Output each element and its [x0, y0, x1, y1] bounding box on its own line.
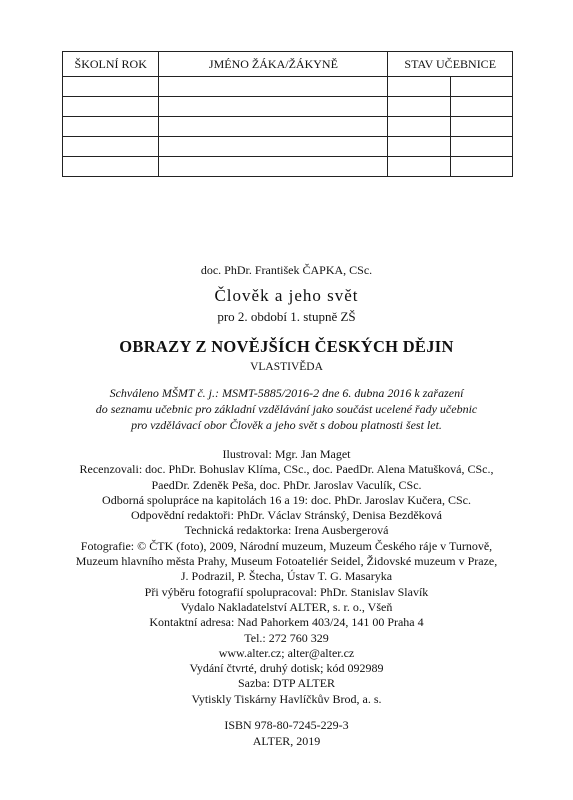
table-cell	[388, 77, 450, 97]
header-student-name: JMÉNO ŽÁKA/ŽÁKYNĚ	[159, 52, 388, 77]
table-cell	[63, 97, 159, 117]
approval-line: pro vzdělávací obor Člověk a jeho svět s dobou platnosti šest let.	[131, 418, 442, 432]
approval-line: Schváleno MŠMT č. j.: MSMT-5885/2016-2 dne 6. dubna 2016 k zařazení	[109, 386, 464, 400]
credit-line: Odpovědní redaktoři: PhDr. Václav Stránský, Denisa Bezděková	[130, 508, 443, 523]
table-cell	[388, 117, 450, 137]
approval-statement	[0, 385, 573, 433]
credit-line: Muzeum hlavního města Prahy, Museum Fotoateliér Seidel, Židovské muzeum v Praze,	[75, 554, 498, 569]
table-row	[63, 97, 513, 117]
table-cell	[159, 157, 388, 177]
credit-line: Recenzovali: doc. PhDr. Bohuslav Klíma, CSc., doc. PaedDr. Alena Matušková, CSc.,	[79, 462, 494, 477]
table-row	[63, 117, 513, 137]
table-row	[63, 137, 513, 157]
table-cell	[159, 97, 388, 117]
credit-line: Kontaktní adresa: Nad Pahorkem 403/24, 141 00 Praha 4	[149, 615, 424, 630]
credit-line: Vydalo Nakladatelství ALTER, s. r. o., Všeň	[180, 599, 393, 614]
credit-line: Fotografie: © ČTK (foto), 2009, Národní muzeum, Muzeum Českého ráje v Turnově,	[80, 538, 493, 553]
subject-name: VLASTIVĚDA	[250, 361, 323, 373]
table-cell	[450, 77, 512, 97]
table-cell	[63, 77, 159, 97]
table-cell	[450, 137, 512, 157]
table-row	[63, 157, 513, 177]
isbn-block	[0, 718, 573, 749]
credit-line: PaedDr. Zdeněk Peša, doc. PhDr. Jaroslav Vaculík, CSc.	[151, 477, 422, 492]
credit-line: Při výběru fotografií spolupracoval: PhDr. Stanislav Slavík	[144, 584, 429, 599]
table-row	[63, 77, 513, 97]
publisher-year: ALTER, 2019	[252, 733, 321, 748]
credit-line: Technická redaktorka: Irena Ausbergerová	[184, 523, 389, 538]
table-cell	[450, 117, 512, 137]
table-cell	[159, 77, 388, 97]
table-cell	[450, 157, 512, 177]
credit-line: Sazba: DTP ALTER	[237, 676, 336, 691]
credit-line: Odborná spolupráce na kapitolách 16 a 19: doc. PhDr. Jaroslav Kučera, CSc.	[102, 492, 471, 507]
credit-line: Vytiskly Tiskárny Havlíčkův Brod, a. s.	[191, 691, 382, 706]
series-subtitle: pro 2. období 1. stupně ZŠ	[217, 309, 356, 324]
header-school-year: ŠKOLNÍ ROK	[63, 52, 159, 77]
table-cell	[388, 157, 450, 177]
table-cell	[159, 137, 388, 157]
credit-line: www.alter.cz; alter@alter.cz	[218, 645, 355, 660]
table-cell	[450, 97, 512, 117]
table-cell	[159, 117, 388, 137]
isbn: ISBN 978-80-7245-229-3	[224, 718, 349, 732]
book-title: OBRAZY Z NOVĚJŠÍCH ČESKÝCH DĚJIN	[119, 337, 454, 356]
series-title: Člověk a jeho svět	[214, 286, 359, 305]
header-book-condition: STAV UČEBNICE	[388, 52, 513, 77]
credit-line: Ilustroval: Mgr. Jan Maget	[222, 447, 351, 461]
table-cell	[63, 137, 159, 157]
table-cell	[63, 117, 159, 137]
author-name: doc. PhDr. František ČAPKA, CSc.	[200, 263, 373, 277]
table-cell	[388, 137, 450, 157]
book-registry-table	[62, 51, 513, 177]
credits-block	[0, 447, 573, 707]
credit-line: J. Podrazil, P. Štecha, Ústav T. G. Masaryka	[180, 569, 393, 584]
table-header-row	[63, 52, 513, 77]
table-cell	[388, 97, 450, 117]
credit-line: Tel.: 272 760 329	[244, 630, 329, 645]
approval-line: do seznamu učebnic pro základní vzdělávání jako součást ucelené řady učebnic	[95, 402, 478, 416]
credit-line: Vydání čtvrté, druhý dotisk; kód 092989	[189, 661, 384, 676]
table-cell	[63, 157, 159, 177]
